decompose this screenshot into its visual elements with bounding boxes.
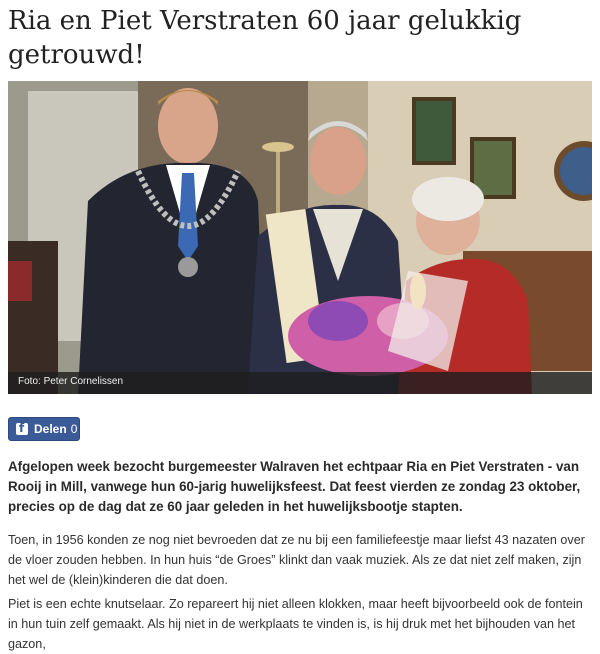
article-intro: Afgelopen week bezocht burgemeester Walraven het echtpaar Ria en Piet Verstraten - van Rooij in Mill, vanwege hun 60-jarig huwelijksfeest. Dat feest vierden ze zondag 23 oktober, precies op de dag dat ze 60 jaar geleden in het huwelijksbootje stapten. [8, 459, 581, 514]
photo-illustration [8, 81, 592, 394]
share-label: Delen [34, 422, 67, 436]
photo-caption: Foto: Peter Cornelissen [18, 376, 124, 387]
facebook-share-button[interactable] [8, 417, 80, 441]
facebook-icon [16, 423, 28, 435]
article-photo[interactable] [8, 81, 592, 394]
article-paragraph-1: Toen, in 1956 konden ze nog niet bevroeden dat ze nu bij een familiefeestje maar liefst 43 nazaten over de vloer zouden hebben. In hun huis “de Groes” klinkt dan vaak muziek. Als ze dat niet zelf maken, zijn het wel de (klein)kinderen die dat doen. [8, 533, 585, 587]
article-paragraph-2: Piet is een echte knutselaar. Zo repareert hij niet alleen klokken, maar heeft bijvoorbeeld ook de fontein in hun tuin zelf gemaakt. Als hij niet in de werkplaats te vinden is, is hij druk met het bijhouden van het gazon, [8, 597, 583, 651]
share-count: 0 [70, 422, 78, 436]
article-title: Ria en Piet Verstraten 60 jaar gelukkig getrouwd! [8, 6, 522, 70]
photo-caption-bar [8, 372, 592, 394]
